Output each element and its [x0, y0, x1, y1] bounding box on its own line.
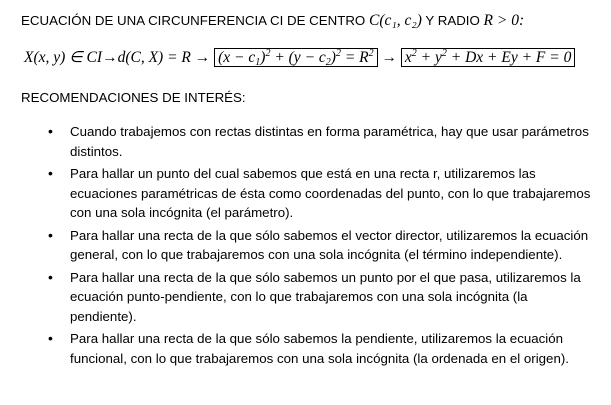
formula-arrow-3: → — [381, 49, 398, 66]
list-item: • Para hallar una recta de la que sólo sabemos un punto por el que pasa, utilizaremos la ecuación punto-pendiente, con lo que trabajaremos con una sola incógnita (la pendiente). — [48, 268, 593, 327]
formula-lhs: X(x, y) ∈ CI — [24, 49, 103, 66]
circle-equation-formula — [24, 48, 575, 67]
list-item: • Para hallar un punto del cual sabemos que está en una recta r, utilizaremos las ecuaciones paramétricas de ésta como coordenadas del punto, con lo que trabajaremos con una sola incógnita (el parámetro). — [48, 164, 593, 223]
radius-text: Y RADIO — [425, 13, 480, 28]
formula-arrow-2: → — [194, 49, 211, 66]
radius-condition: R > 0: — [483, 12, 525, 29]
section-heading — [21, 12, 524, 30]
formula-distance: d(C, X) = R — [117, 49, 191, 66]
recommendations-list — [48, 122, 593, 371]
formula-box-standard: $(x - c_1)^2 + (y - c_2)^2 = R^2$ — [214, 48, 378, 67]
list-item: • Cuando trabajemos con rectas distintas en forma paramétrica, hay que usar parámetros distintos. — [48, 122, 593, 161]
formula-box-general: $x^2 + y^2 + Dx + Ey + F = 0$ — [401, 48, 575, 67]
list-item: • Para hallar una recta de la que sólo sabemos el vector director, utilizaremos la ecuación general, con lo que trabajaremos con una sola incógnita (el término independiente). — [48, 226, 593, 265]
heading-text: ECUACIÓN DE UNA CIRCUNFERENCIA CI DE CENTRO — [21, 13, 366, 28]
center-symbol: C(c₁, c₂) — [368, 12, 422, 29]
list-item: • Para hallar una recta de la que sólo sabemos la pendiente, utilizaremos la ecuación funcional, con lo que trabajaremos con una sola incógnita (la ordenada en el origen). — [48, 329, 593, 368]
recommendations-title: RECOMENDACIONES DE INTERÉS: — [21, 90, 246, 105]
formula-arrow-1: → — [102, 49, 118, 66]
